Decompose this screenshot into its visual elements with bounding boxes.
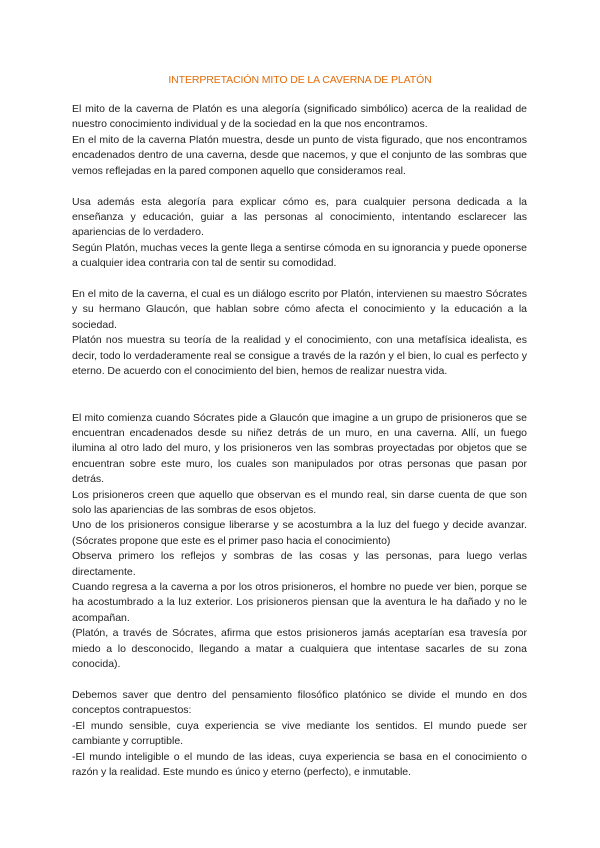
paragraph: Observa primero los reflejos y sombras de las cosas y las personas, para luego verlas directamente. — [72, 550, 527, 578]
paragraph: El mito comienza cuando Sócrates pide a Glaucón que imagine a un grupo de prisioneros que se encuentran encadenados desde su niñez detrás de un muro, en una caverna. Allí, un fuego ilumina al otro lado del muro, y los prisioneros ven las sombras proyectadas por objetos que se encuentran sobre este muro, los cuales son manipulados por otras personas que pasan por detrás. — [72, 411, 527, 486]
paragraph: Uno de los prisioneros consigue liberarse y se acostumbra a la luz del fuego y decide avanzar. (Sócrates propone que este es el primer paso hacia el conocimiento) — [72, 519, 527, 547]
paragraph: En el mito de la caverna, el cual es un diálogo escrito por Platón, intervienen su maestro Sócrates y su hermano Glaucón, que hablan sobre cómo afecta el conocimiento y la educación a la sociedad. — [72, 288, 527, 331]
paragraph: Usa además esta alegoría para explicar cómo es, para cualquier persona dedicada a la enseñanza y educación, guiar a las personas al conocimiento, intentando esclarecer las apariencias de lo verdadero. — [72, 195, 527, 239]
paragraph: Según Platón, muchas veces la gente llega a sentirse cómoda en su ignorancia y puede oponerse a cualquier idea contraria con tal de sentir su comodidad. — [72, 241, 527, 270]
paragraph: Cuando regresa a la caverna a por los otros prisioneros, el hombre no puede ver bien, porque se ha acostumbrado a la luz exterior. Los prisioneros piensan que la aventura le ha dañado y no le acompañan. — [72, 580, 527, 624]
paragraph: Debemos saver que dentro del pensamiento filosófico platónico se divide el mundo en dos conceptos contrapuestos: — [72, 688, 527, 717]
paragraph: El mito de la caverna de Platón es una alegoría (significado simbólico) acerca de la realidad de nuestro conocimiento individual y de la sociedad en la que nos encontramos. — [72, 103, 527, 131]
paragraph: -El mundo inteligible o el mundo de las ideas, cuya experiencia se basa en el conocimiento o razón y la realidad. Este mundo es único y eterno (perfecto), e inmutable. — [72, 750, 527, 778]
paragraph: Los prisioneros creen que aquello que observan es el mundo real, sin darse cuenta de que son solo las apariencias de las sombras de esos objetos. — [72, 488, 527, 516]
paragraph: -El mundo sensible, cuya experiencia se vive mediante los sentidos. El mundo puede ser cambiante y corruptible. — [72, 719, 527, 748]
paragraph-spacer — [72, 672, 527, 688]
paragraph: En el mito de la caverna Platón muestra, desde un punto de vista figurado, que nos encontramos encadenados dentro de una caverna, desde que nacemos, y que el conjunto de las sombras que vemos reflejadas en la pared componen aquello que consideramos real. — [72, 133, 527, 177]
paragraph: (Platón, a través de Sócrates, afirma que estos prisioneros jamás aceptarían esa travesía por miedo a lo desconocido, llegando a matar a cualquiera que intentase sacarles de su zona conocida). — [72, 627, 527, 670]
paragraph-spacer — [72, 380, 527, 411]
document-body — [72, 102, 527, 780]
document-title: INTERPRETACIÓN MITO DE LA CAVERNA DE PLATÓN — [168, 74, 432, 86]
paragraph-spacer — [72, 272, 527, 288]
paragraph: Platón nos muestra su teoría de la realidad y el conocimiento, con una metafísica idealista, es decir, todo lo verdaderamente real se consigue a través de la razón y el bien, lo cual es perfecto y eterno. De acuerdo con el conocimiento del bien, hemos de realizar nuestra vida. — [72, 334, 527, 378]
paragraph-spacer — [72, 179, 527, 195]
